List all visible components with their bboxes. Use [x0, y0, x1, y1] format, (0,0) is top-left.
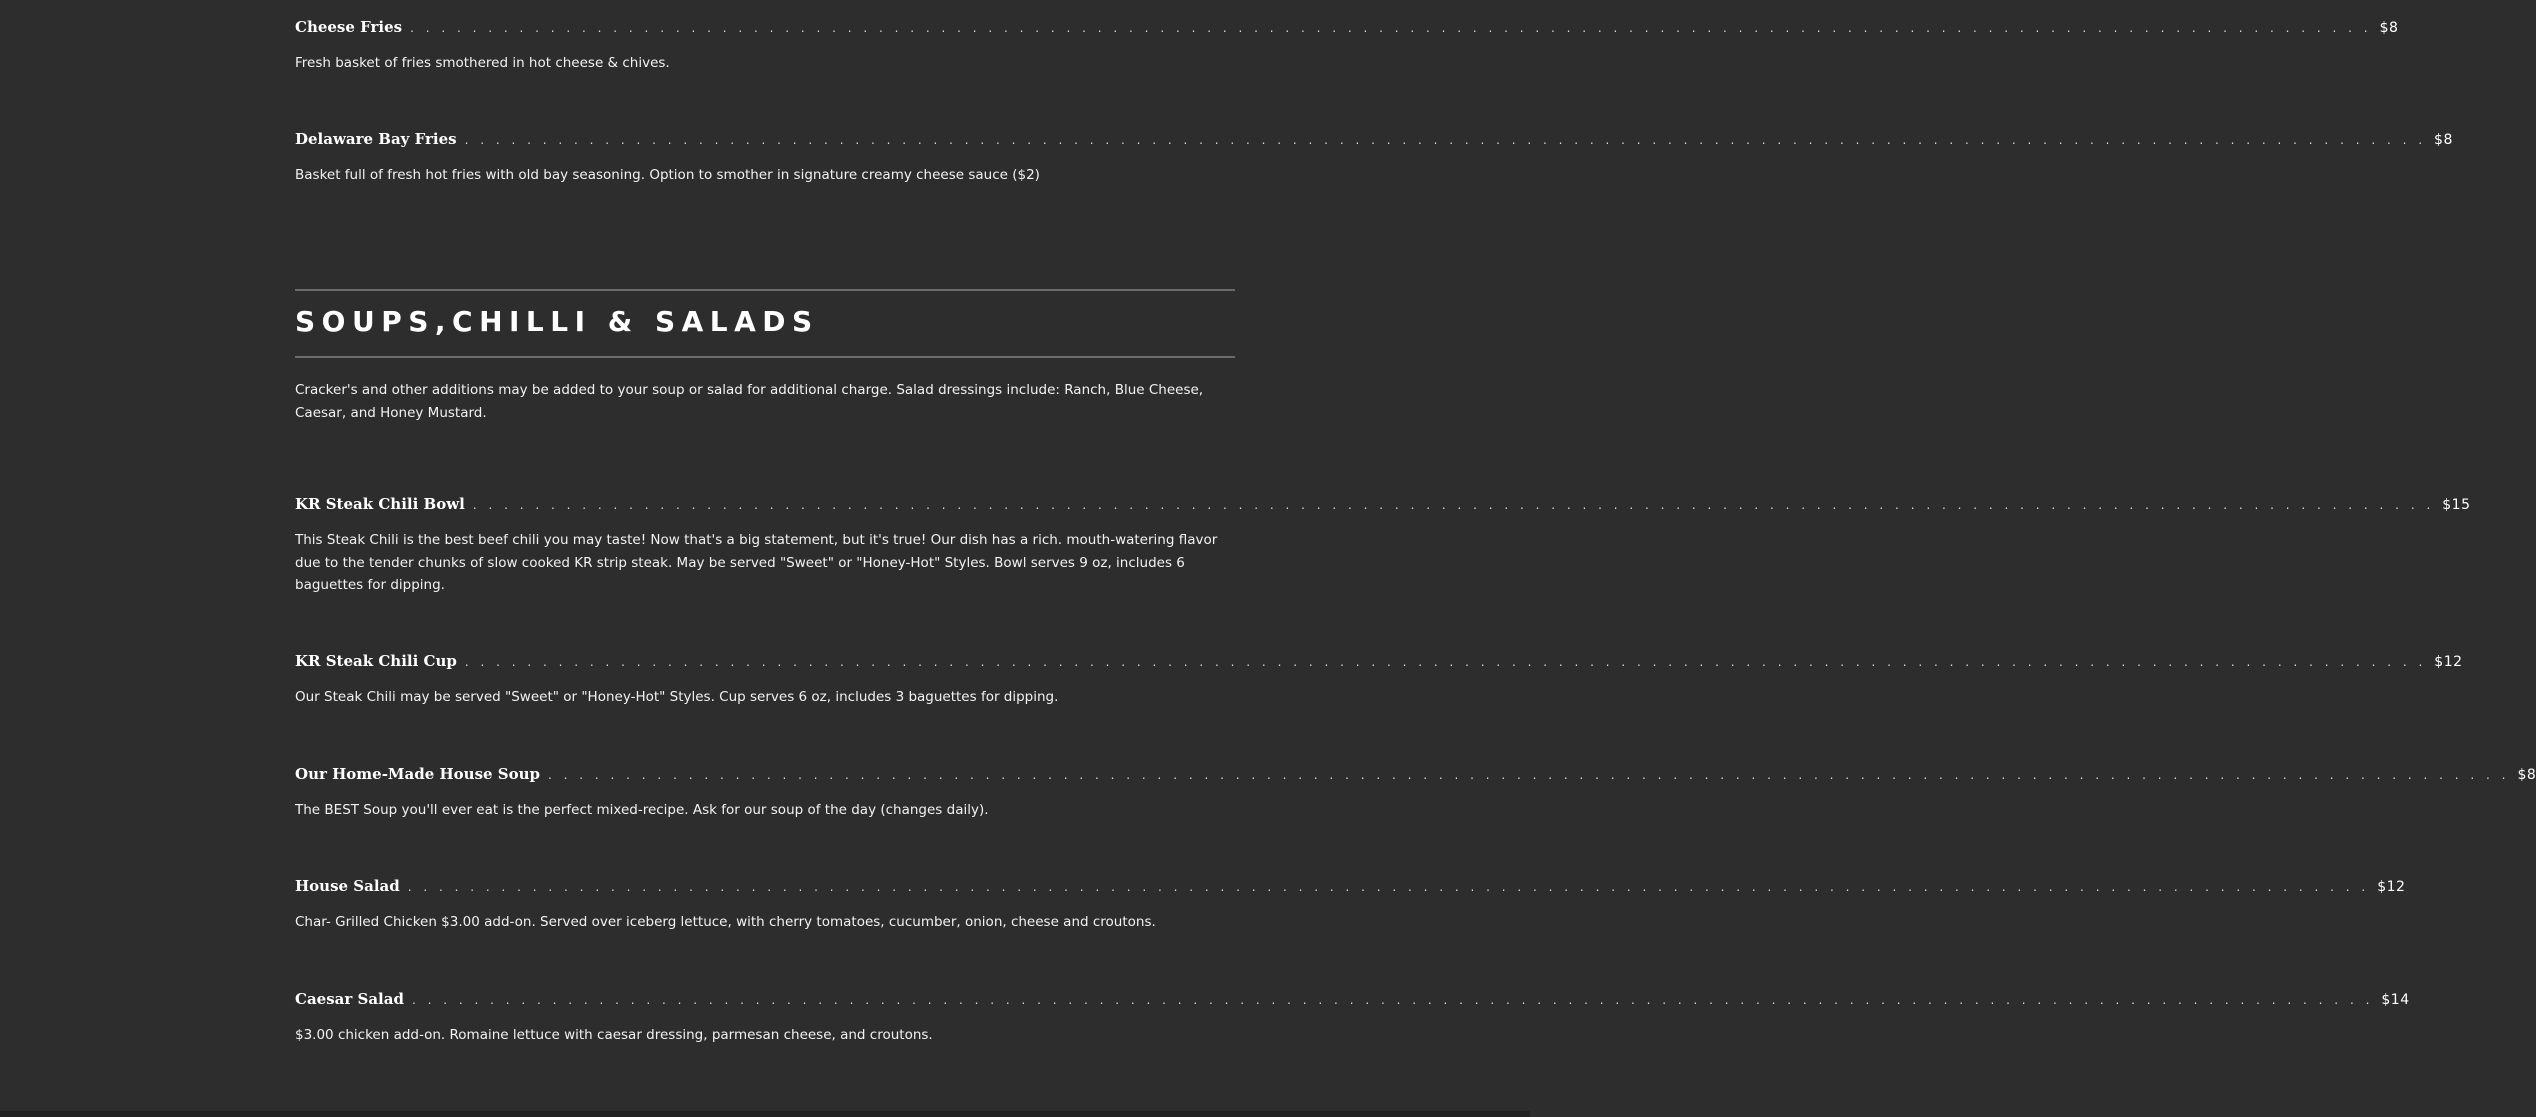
- menu-item-name: Our Home-Made House Soup: [295, 765, 541, 783]
- section-header: [295, 289, 1235, 358]
- dot-leader: . . . . . . . . . . . . . . . . . . . . . . . . . . . . . . . . . . . . . . . . . . . . . . . . . . . . . . . . . . . . . . . . . . . . . . . . . . . . . . . . . . . . . . . . . . . . . . . . . . . . . . . . . . . . . . . . . . . . . . . . . . . . . .: [464, 655, 2427, 669]
- menu-item-description: Fresh basket of fries smothered in hot cheese & chives.: [295, 55, 670, 71]
- menu-item-description: Basket full of fresh hot fries with old bay seasoning. Option to smother in signature creamy cheese sauce ($2): [295, 167, 1040, 183]
- menu-item-name: KR Steak Chili Bowl: [295, 495, 465, 513]
- menu-item-header: [295, 18, 2399, 40]
- dot-leader: . . . . . . . . . . . . . . . . . . . . . . . . . . . . . . . . . . . . . . . . . . . . . . . . . . . . . . . . . . . . . . . . . . . . . . . . . . . . . . . . . . . . . . . . . . . . . . . . . . . . . . . . . . . . . . . . . . . . . . . . . . . . . .: [411, 993, 2374, 1007]
- menu-item: [295, 765, 2536, 822]
- menu-item-header: [295, 652, 2463, 674]
- menu-item-name: Cheese Fries: [295, 18, 403, 36]
- menu-item-price: $8: [2517, 767, 2536, 783]
- menu-item-price: $15: [2442, 497, 2471, 513]
- dot-leader: . . . . . . . . . . . . . . . . . . . . . . . . . . . . . . . . . . . . . . . . . . . . . . . . . . . . . . . . . . . . . . . . . . . . . . . . . . . . . . . . . . . . . . . . . . . . . . . . . . . . . . . . . . . . . . . . . . . . . . . . . . . . . .: [472, 498, 2435, 512]
- menu-item: [295, 18, 2399, 75]
- menu-item: [295, 990, 2410, 1047]
- menu-item-price: $8: [2434, 132, 2453, 148]
- menu-item-price: $14: [2381, 992, 2410, 1008]
- menu-item-name: House Salad: [295, 877, 400, 895]
- menu-item-name: Caesar Salad: [295, 990, 404, 1008]
- section-title: SOUPS,CHILLI & SALADS: [295, 305, 819, 338]
- menu-item-header: [295, 877, 2406, 899]
- menu-item: [295, 877, 2406, 934]
- menu-item: [295, 130, 2453, 187]
- menu-item-header: [295, 130, 2453, 152]
- dot-leader: . . . . . . . . . . . . . . . . . . . . . . . . . . . . . . . . . . . . . . . . . . . . . . . . . . . . . . . . . . . . . . . . . . . . . . . . . . . . . . . . . . . . . . . . . . . . . . . . . . . . . . . . . . . . . . . . . . . . . . . . . . . . . .: [548, 768, 2510, 782]
- menu-item-price: $12: [2377, 879, 2406, 895]
- menu-item-description: Char- Grilled Chicken $3.00 add-on. Served over iceberg lettuce, with cherry tomatoes, cucumber, onion, cheese and croutons.: [295, 914, 1156, 930]
- menu-item-description: This Steak Chili is the best beef chili you may taste! Now that's a big statement, but it's true! Our dish has a rich. mouth-watering flavor due to the tender chunks of slow cooked KR strip steak. May be served "Sweet" or "Honey-Hot" Styles. Bowl serves 9 oz, includes 6 baguettes for dipping.: [295, 532, 1218, 593]
- menu-item-header: [295, 990, 2410, 1012]
- dot-leader: . . . . . . . . . . . . . . . . . . . . . . . . . . . . . . . . . . . . . . . . . . . . . . . . . . . . . . . . . . . . . . . . . . . . . . . . . . . . . . . . . . . . . . . . . . . . . . . . . . . . . . . . . . . . . . . . . . . . . . . . . . . . . .: [410, 21, 2372, 35]
- page-bottom-divider: [0, 1111, 1530, 1117]
- menu-item: [295, 495, 2471, 597]
- menu-item-description: The BEST Soup you'll ever eat is the perfect mixed-recipe. Ask for our soup of the day (changes daily).: [295, 802, 989, 818]
- menu-item-header: [295, 765, 2536, 787]
- menu-item-name: KR Steak Chili Cup: [295, 652, 457, 670]
- menu-item-price: $8: [2379, 20, 2399, 36]
- menu-item-header: [295, 495, 2471, 517]
- dot-leader: . . . . . . . . . . . . . . . . . . . . . . . . . . . . . . . . . . . . . . . . . . . . . . . . . . . . . . . . . . . . . . . . . . . . . . . . . . . . . . . . . . . . . . . . . . . . . . . . . . . . . . . . . . . . . . . . . . . . . . . . . . . . . .: [407, 880, 2370, 894]
- section-intro: Cracker's and other additions may be added to your soup or salad for additional charge. Salad dressings include: Ranch, Blue Cheese, Caesar, and Honey Mustard.: [295, 382, 1204, 421]
- menu-item-description: $3.00 chicken add-on. Romaine lettuce with caesar dressing, parmesan cheese, and croutons.: [295, 1027, 933, 1043]
- menu-item-name: Delaware Bay Fries: [295, 130, 457, 148]
- menu-item-price: $12: [2434, 654, 2463, 670]
- dot-leader: . . . . . . . . . . . . . . . . . . . . . . . . . . . . . . . . . . . . . . . . . . . . . . . . . . . . . . . . . . . . . . . . . . . . . . . . . . . . . . . . . . . . . . . . . . . . . . . . . . . . . . . . . . . . . . . . . . . . . . . . . . . . . .: [464, 133, 2427, 147]
- menu-item-description: Our Steak Chili may be served "Sweet" or "Honey-Hot" Styles. Cup serves 6 oz, includes 3 baguettes for dipping.: [295, 689, 1059, 705]
- menu-item: [295, 652, 2463, 709]
